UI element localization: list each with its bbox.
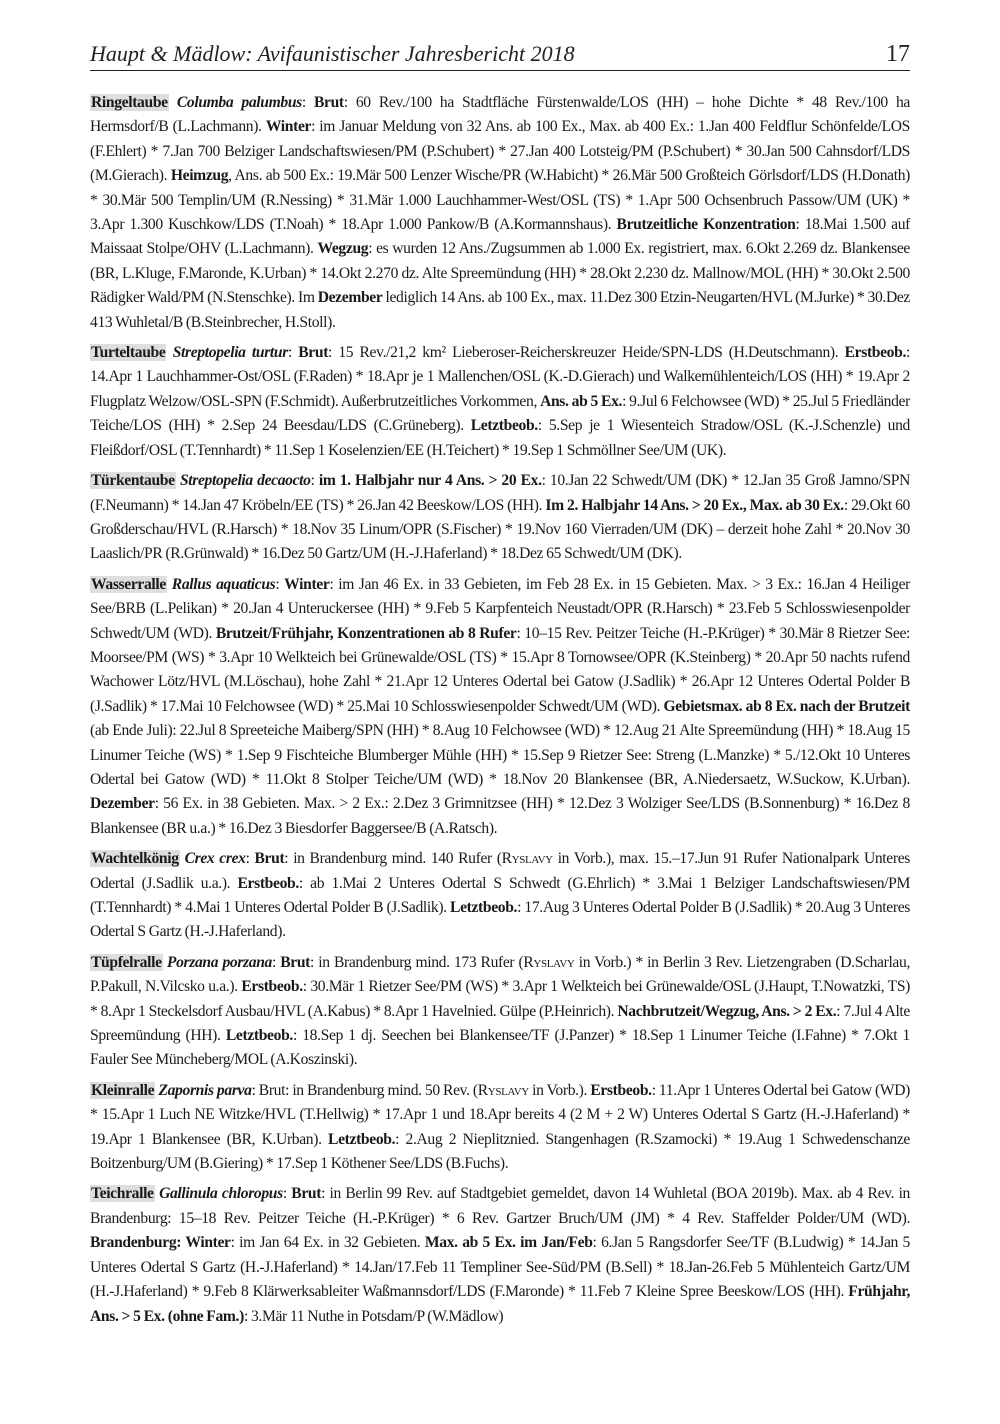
section-label: Frühjahr, Ans. > 5 Ex. (ohne Fam.) — [90, 1283, 910, 1325]
section-label: Letztbeob. — [328, 1130, 396, 1148]
observation-text: : — [272, 953, 281, 971]
observation-text: : Brut: in Brandenburg mind. 50 Rev. ( — [251, 1081, 478, 1099]
section-label: Wegzug — [317, 240, 369, 258]
section-label: Winter — [265, 118, 312, 136]
observation-text: : 9.Jul 6 Felchowsee (WD) * 25.Jul 5 Friedländer Teiche/LOS (HH) * 2.Sep 24 Beesdau/LDS (C.Grüneberg). — [90, 392, 910, 435]
observation-text: : 2.Aug 2 Nieplitznied. Stangenhagen (R.Szamocki) * 19.Aug 1 Schwedenschanze Boitzenburg/UM (B.Giering) * 17.Sep 1 Köthener See/LDS (B.Fuchs). — [90, 1130, 910, 1173]
scientific-name: Porzana porzana — [166, 953, 272, 971]
section-label: Dezember — [317, 289, 383, 307]
running-header — [90, 40, 910, 71]
species-name: Turteltaube — [91, 344, 166, 362]
observation-text: : 60 Rev./100 ha Stadtfläche Fürstenwalde/LOS (HH) – hohe Dichte * 48 Rev./100 ha Hermsdorf/B (L.Lachmann). — [90, 94, 910, 136]
observation-text: : im Jan 46 Ex. in 33 Gebieten, im Feb 28 Ex. in 15 Gebieten. Max. > 3 Ex.: 16.Jan 4 Heiliger See/BRB (L.Pelikan) * 20.Jan 4 Unteruckersee (HH) * 9.Feb 5 Karpfenteich Neustadt/OPR (R.Harsch) * 23.Feb 5 Schlosswiesenpolder Schwedt/UM (WD). — [90, 575, 911, 642]
scientific-name: Columba palumbus — [176, 94, 302, 111]
observation-text: : ab 1.Mai 2 Unteres Odertal S Schwedt (G.Ehrlich) * 3.Mai 1 Belziger Landschaftswiesen/PM (T.Tennhardt) * 4.Mai 1 Unteres Odertal Polder B (J.Sadlik). — [90, 874, 910, 916]
author-citation: Ryslavy — [477, 1081, 529, 1099]
scientific-name: Gallinula chloropus — [159, 1185, 283, 1203]
observation-text: : 14.Apr 1 Lauchhammer-Ost/OSL (F.Raden) * 18.Apr je 1 Mallenchen/OSL (K.-D.Gierach) und Walkemühlenteich/LOS (HH) * 19.Apr 2 Flugplatz Welzow/OSL-SPN (F.Schmidt). Außerbrutzeitliches Vorkommen, — [90, 344, 910, 410]
observation-text: : 6.Jan 5 Rangsdorfer See/TF (B.Ludwig) * 14.Jan 5 Unteres Odertal S Gartz (H.-J.Haferland) * 14.Jan/17.Feb 11 Templiner See-Süd/PM (B.Sell) * 18.Jan-26.Feb 5 Mühlenteich Gartz/UM (H.-J.Haferland) * 9.Feb 8 Klärwerksableiter Waßmannsdorf/LDS (F.Maronde) * 11.Feb 7 Kleine Spree Beeskow/LOS (HH). — [90, 1234, 910, 1301]
observation-text: : 56 Ex. in 38 Gebieten. Max. > 2 Ex.: 2.Dez 3 Grimnitzsee (HH) * 12.Dez 3 Wolziger See/LDS (B.Sonnenburg) * 16.Dez 8 Blankensee (BR u.a.) * 16.Dez 3 Biesdorfer Baggersee/B (A.Ratsch). — [90, 795, 910, 837]
species-entry: Turteltaube Streptopelia turtur: Brut: 15 Rev./21,2 km² Lieberoser-Reicherskreuzer Heide/SPN-LDS (H.Deutschmann). Erstbeob.: 14.Apr 1 Lauchhammer-Ost/OSL (F.Raden) * 18.Apr je 1 Mallenchen/OSL (K.-D.Gierach) und Walkemühlenteich/LOS (HH) * 19.Apr 2 Flugplatz Welzow/OSL-SPN (F.Schmidt). Außerbrutzeitliches Vorkommen, Ans. ab 5 Ex.: 9.Jul 6 Felchowsee (WD) * 25.Jul 5 Friedländer Teiche/LOS (HH) * 2.Sep 24 Beesdau/LDS (C.Grüneberg). Letztbeob.: 5.Sep je 1 Wiesenteich Stradow/OSL (K.-J.Schenzle) und Fleißdorf/OSL (T.Tennhardt) * 11.Sep 1 Koselenzien/EE (H.Teichert) * 19.Sep 1 Schmöllner See/UM (UK). — [90, 344, 910, 459]
species-name: Wachtelkönig — [91, 850, 179, 868]
section-label: Erstbeob. — [237, 874, 299, 892]
species-name: Ringeltaube — [91, 94, 168, 111]
section-label: Im 2. Halbjahr 14 Ans. > 20 Ex., Max. ab 30 Ex. — [545, 496, 844, 514]
section-label: Brut — [254, 850, 285, 868]
observation-text: : — [275, 575, 285, 593]
observation-text: : 18.Sep 1 dj. Seechen bei Blankensee/TF (J.Panzer) * 18.Sep 1 Linumer Teiche (I.Fahne) * 7.Okt 1 Fauler See Müncheberg/MOL (A.Koszinski). — [90, 1027, 910, 1069]
author-citation: Ryslavy — [501, 850, 553, 868]
observation-text: : — [282, 1185, 292, 1203]
observation-text: : 29.Okt 60 Großderschau/HVL (R.Harsch) * 18.Nov 35 Linum/OPR (S.Fischer) * 19.Nov 160 Vierraden/UM (DK) – derzeit hohe Zahl * 20.Nov 30 Laaslich/PR (R.Grünwald) * 16.Dez 50 Gartz/UM (H.-J.Haferland) * 18.Dez 65 Schwedt/UM (DK). — [90, 496, 910, 563]
section-label: Brutzeitliche Konzentration — [616, 216, 796, 234]
section-label: Nachbrutzeit/Wegzug, Ans. > 2 Ex. — [617, 1002, 837, 1020]
observation-text: : im Januar Meldung von 32 Ans. ab 100 Ex., Max. ab 400 Ex.: 1.Jan 400 Feldflur Schönfelde/LOS (F.Ehlert) * 7.Jan 700 Belziger Landschaftswiesen/PM (P.Schubert) * 27.Jan 400 Lotsteig/PM (P.Schubert) * 30.Jan 500 Cahnsdorf/LDS (M.Gierach). — [90, 118, 911, 185]
species-entry: Ringeltaube Columba palumbus: Brut: 60 Rev./100 ha Stadtfläche Fürstenwalde/LOS (HH) – hohe Dichte * 48 Rev./100 ha Hermsdorf/B (L.Lachmann). Winter: im Januar Meldung von 32 Ans. ab 100 Ex., Max. ab 400 Ex.: 1.Jan 400 Feldflur Schönfelde/LOS (F.Ehlert) * 7.Jan 700 Belziger Landschaftswiesen/PM (P.Schubert) * 27.Jan 400 Lotsteig/PM (P.Schubert) * 30.Jan 500 Cahnsdorf/LDS (M.Gierach). Heimzug, Ans. ab 500 Ex.: 19.Mär 500 Lenzer Wische/PR (W.Habicht) * 26.Mär 500 Großteich Görlsdorf/LDS (H.Donath) * 30.Mär 500 Templin/UM (R.Nessing) * 31.Mär 1.000 Lauchhammer-West/OSL (TS) * 1.Apr 500 Ochsenbruch Passow/UM (UK) * 3.Apr 1.300 Kuschkow/LDS (T.Noah) * 18.Apr 1.000 Pankow/B (A.Kormannshaus). Brutzeitliche Konzentration: 18.Mai 1.500 auf Maissaat Stolpe/OHV (L.Lachmann). Wegzug: es wurden 12 Ans./Zugsummen ab 1.000 Ex. registriert, max. 6.Okt 2.269 dz. Blankensee (BR, L.Kluge, F.Maronde, K.Urban) * 14.Okt 2.270 dz. Alte Spreemündung (HH) * 28.Okt 2.230 dz. Mallnow/MOL (HH) * 30.Okt 2.500 Rädigker Wald/PM (N.Stenschke). Im Dezember lediglich 14 Ans. ab 100 Ex., max. 11.Dez 300 Etzin-Neugarten/HVL (M.Jurke) * 30.Dez 413 Wuhletal/B (B.Steinbrecher, H.Stoll). — [90, 94, 911, 331]
page-number: 17 — [886, 41, 910, 67]
species-entry — [90, 573, 910, 841]
observation-text: : 7.Jul 4 Alte Spreemündung (HH). — [90, 1002, 910, 1045]
observation-text: lediglich 14 Ans. ab 100 Ex., max. 11.Dez 300 Etzin-Neugarten/HVL (M.Jurke) * 30.Dez 413 Wuhletal/B (B.Steinbrecher, H.Stoll). — [90, 289, 911, 331]
scientific-name: Crex crex — [184, 850, 246, 868]
species-name: Tüpfelralle — [91, 953, 162, 971]
observation-text: : in Berlin 99 Rev. auf Stadtgebiet gemeldet, davon 14 Wuhletal (BOA 2019b). Max. ab 4 Rev. in Brandenburg: 15–18 Rev. Peitzer Teiche (H.-P.Krüger) * 6 Rev. Gartzer Bruch/UM (JM) * 4 Rev. Staffelder Polder/UM (WD). — [90, 1185, 910, 1227]
species-entry — [90, 469, 910, 567]
section-label: Letztbeob. — [470, 417, 538, 435]
section-label: Erstbeob. — [844, 344, 907, 362]
observation-text: in Vorb.) * in Berlin 3 Rev. Lietzengraben (D.Scharlau, P.Pakull, N.Vilcsko u.a.). — [90, 953, 911, 996]
scientific-name: Zapornis parva — [158, 1081, 252, 1099]
observation-text: : in Brandenburg mind. 173 Rufer ( — [310, 953, 524, 971]
species-entry — [90, 847, 910, 945]
species-name: Türkentaube — [91, 472, 175, 490]
observation-text: : in Brandenburg mind. 140 Rufer ( — [284, 850, 502, 868]
species-name: Wasserralle — [91, 575, 166, 593]
observation-text: : — [310, 472, 319, 490]
section-label: Brutzeit/Frühjahr, Konzentrationen ab 8 Rufer — [215, 624, 517, 642]
report-body — [90, 91, 910, 1329]
section-label: Brandenburg: Winter — [90, 1234, 231, 1252]
section-label: im 1. Halbjahr nur 4 Ans. > 20 Ex. — [318, 472, 542, 490]
section-label: Brut — [313, 94, 344, 111]
scientific-name: Streptopelia turtur — [172, 344, 288, 362]
observation-text: : 11.Apr 1 Unteres Odertal bei Gatow (WD) * 15.Apr 1 Luch NE Witzke/HVL (T.Hellwig) * 17.Apr 1 und 18.Apr bereits 4 (2 M + 2 W) Unteres Odertal S Gartz (H.-J.Haferland) * 19.Apr 1 Blankensee (BR, K.Urban). — [90, 1081, 910, 1148]
species-entry — [90, 1079, 910, 1177]
scientific-name: Rallus aquaticus — [171, 575, 276, 593]
section-label: Dezember — [90, 795, 155, 813]
observation-text: (ab Ende Juli): 22.Jul 8 Spreeteiche Maiberg/SPN (HH) * 8.Aug 10 Felchowsee (WD) * 12.Aug 21 Alte Spreemündung (HH) * 18.Aug 15 Linumer Teiche (WS) * 1.Sep 9 Fischteiche Blumberger Mühle (HH) * 15.Sep 9 Rietzer See: Streng (L.Manzke) * 5./12.Okt 10 Unteres Odertal bei Gatow (WD) * 11.Okt 8 Stolper Teiche/UM (WD) * 18.Nov 20 Blankensee (BR, A.Niedersaetz, W.Suckow, K.Urban). — [90, 722, 910, 788]
observation-text: : — [245, 850, 255, 868]
section-label: Max. ab 5 Ex. im Jan/Feb — [424, 1234, 593, 1252]
section-label: Gebietsmax. ab 8 Ex. nach der Brutzeit — [663, 697, 911, 715]
observation-text: : 10–15 Rev. Peitzer Teiche (H.-P.Krüger) * 30.Mär 8 Rietzer See: Moorsee/PM (WS) * 3.Apr 10 Welkteich bei Grünewalde/OSL (TS) * 15.Apr 8 Tornowsee/OPR (K.Steinberg) * 20.Apr 50 nachts rufend Wachower Lötz/HVL (M.Löschau), hohe Zahl * 21.Apr 12 Unteres Odertal bei Gatow (J.Sadlik) * 26.Apr 12 Unteres Odertal Polder B (J.Sadlik) * 17.Mai 10 Felchowsee (WD) * 25.Mai 10 Schlosswiesenpolder Schwedt/UM (WD). — [90, 624, 911, 715]
section-label: Letztbeob. — [450, 899, 518, 916]
document-page — [90, 40, 910, 1335]
journal-title: Haupt & Mädlow: Avifaunistischer Jahresbericht 2018 — [90, 41, 575, 66]
observation-text: in Vorb.), max. 15.–17.Jun 91 Rufer Nationalpark Unteres Odertal (J.Sadlik u.a.). — [90, 850, 910, 892]
section-label: Brut — [298, 344, 329, 362]
section-label: Winter — [284, 575, 330, 593]
section-label: Erstbeob. — [590, 1081, 652, 1099]
section-label: Heimzug — [170, 167, 229, 185]
species-name: Teichralle — [91, 1185, 154, 1203]
observation-text: : 17.Aug 3 Unteres Odertal Polder B (J.Sadlik) * 20.Aug 3 Unteres Odertal S Gartz (H.-J.Haferland). — [90, 899, 910, 941]
section-label: Erstbeob. — [241, 978, 303, 996]
observation-text: : 3.Mär 11 Nuthe in Potsdam/P (W.Mädlow) — [243, 1307, 504, 1325]
observation-text: : 18.Mai 1.500 auf Maissaat Stolpe/OHV (L.Lachmann). — [90, 216, 910, 258]
section-label: Ans. ab 5 Ex. — [540, 392, 623, 410]
observation-text: in Vorb.). — [528, 1081, 591, 1099]
species-name: Kleinralle — [91, 1081, 155, 1099]
observation-text: : im Jan 64 Ex. in 32 Gebieten. — [230, 1234, 425, 1252]
observation-text: : 5.Sep je 1 Wiesenteich Stradow/OSL (K.-J.Schenzle) und Fleißdorf/OSL (T.Tennhardt) * 11.Sep 1 Koselenzien/EE (H.Teichert) * 19.Sep 1 Schmöllner See/UM (UK). — [90, 417, 910, 459]
scientific-name: Streptopelia decaocto — [179, 472, 311, 490]
section-label: Letztbeob. — [225, 1027, 293, 1045]
species-entry — [90, 1182, 910, 1328]
observation-text: , Ans. ab 500 Ex.: 19.Mär 500 Lenzer Wische/PR (W.Habicht) * 26.Mär 500 Großteich Görlsdorf/LDS (H.Donath) * 30.Mär 500 Templin/UM (R.Nessing) * 31.Mär 1.000 Lauchhammer-West/OSL (TS) * 1.Apr 500 Ochsenbruch Passow/UM (UK) * 3.Apr 1.300 Kuschkow/LDS (T.Noah) * 18.Apr 1.000 Pankow/B (A.Kormannshaus). — [90, 167, 910, 234]
observation-text: : es wurden 12 Ans./Zugsummen ab 1.000 Ex. registriert, max. 6.Okt 2.269 dz. Blankensee (BR, L.Kluge, F.Maronde, K.Urban) * 14.Okt 2.270 dz. Alte Spreemündung (HH) * 28.Okt 2.230 dz. Mallnow/MOL (HH) * 30.Okt 2.500 Rädigker Wald/PM (N.Stenschke). Im — [90, 240, 910, 307]
observation-text: : 30.Mär 1 Rietzer See/PM (WS) * 3.Apr 1 Welkteich bei Grünewalde/OSL (J.Haupt, T.Nowatzki, TS) * 8.Apr 1 Steckelsdorf Ausbau/HVL (A.Kabus) * 8.Apr 1 Havelnied. Gülpe (P.Heinrich). — [90, 978, 910, 1020]
observation-text: : 10.Jan 22 Schwedt/UM (DK) * 12.Jan 35 Groß Jamno/SPN (F.Neumann) * 14.Jan 47 Kröbeln/EE (TS) * 26.Jan 42 Beeskow/LOS (HH). — [90, 472, 911, 514]
section-label: Brut — [280, 953, 311, 971]
observation-text: : 15 Rev./21,2 km² Lieberoser-Reicherskreuzer Heide/SPN-LDS (H.Deutschmann). — [328, 344, 845, 362]
author-citation: Ryslavy — [523, 953, 575, 971]
section-label: Brut — [291, 1185, 322, 1203]
species-entry — [90, 951, 910, 1073]
